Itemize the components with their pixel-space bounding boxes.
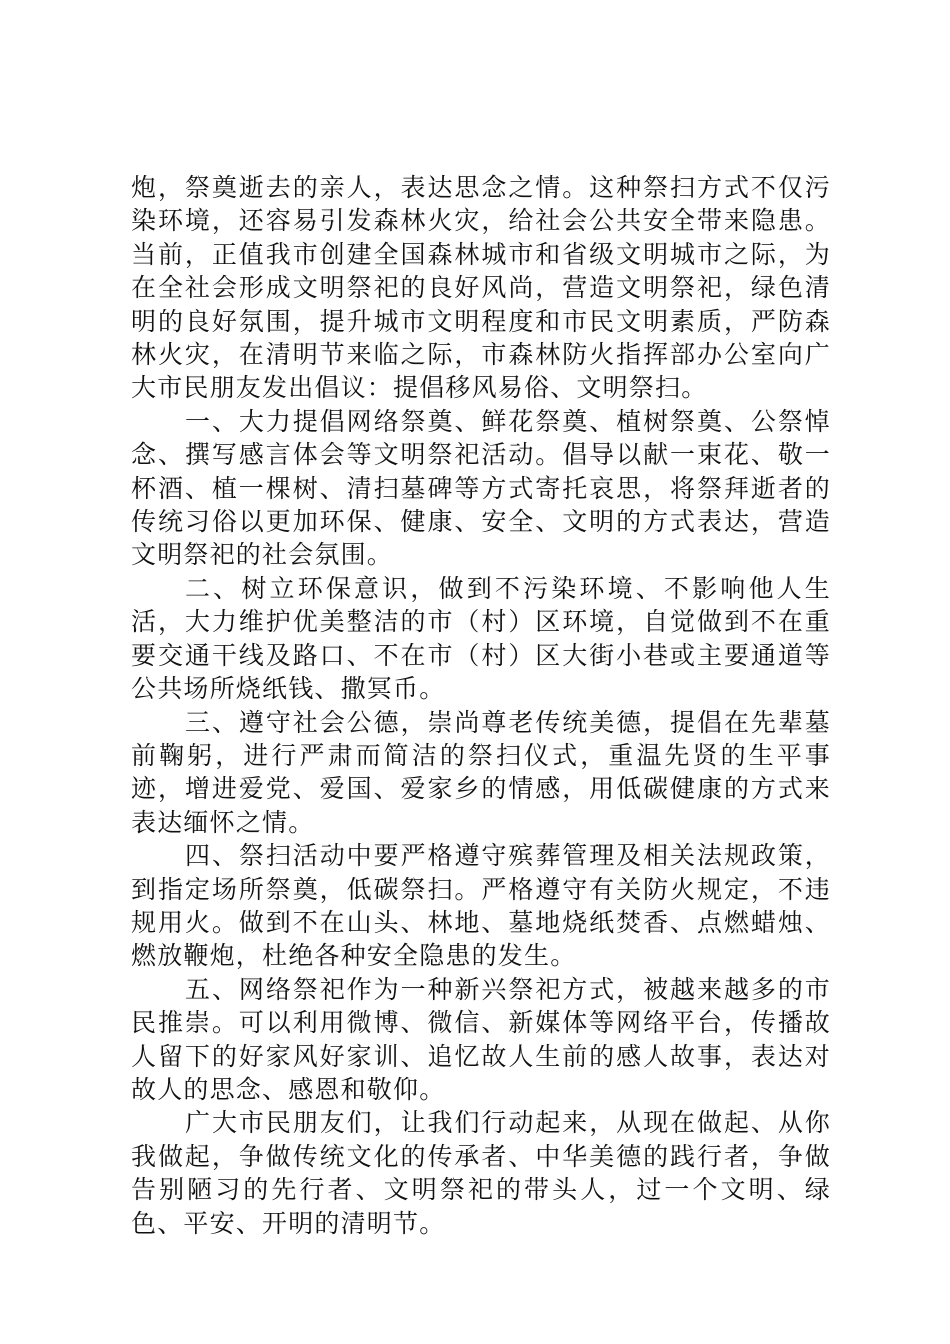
paragraph-item-5: 五、网络祭祀作为一种新兴祭祀方式，被越来越多的市民推崇。可以利用微博、微信、新媒体等网络平台，传播故人留下的好家风好家训、追忆故人生前的感人故事，表达对故人的思念、感恩和敬仰。 (131, 974, 831, 1104)
paragraph-item-2: 二、树立环保意识，做到不污染环境、不影响他人生活，大力维护优美整洁的市（村）区环境，自觉做到不在重要交通干线及路口、不在市（村）区大街小巷或主要通道等公共场所烧纸钱、撒冥币。 (131, 573, 831, 704)
paragraph-item-4: 四、祭扫活动中要严格遵守殡葬管理及相关法规政策，到指定场所祭奠，低碳祭扫。严格遵守有关防火规定，不违规用火。做到不在山头、林地、墓地烧纸焚香、点燃蜡烛、燃放鞭炮，杜绝各种安全隐患的发生。 (131, 841, 831, 971)
paragraph-item-3: 三、遵守社会公德，崇尚尊老传统美德，提倡在先辈墓前鞠躬，进行严肃而简洁的祭扫仪式，重温先贤的生平事迹，增进爱党、爱国、爱家乡的情感，用低碳健康的方式来表达缅怀之情。 (131, 707, 831, 837)
paragraph-closing: 广大市民朋友们，让我们行动起来，从现在做起、从你我做起，争做传统文化的传承者、中华美德的践行者，争做告别陋习的先行者、文明祭祀的带头人，过一个文明、绿色、平安、开明的清明节。 (131, 1108, 831, 1238)
paragraph-item-1: 一、大力提倡网络祭奠、鲜花祭奠、植树祭奠、公祭悼念、撰写感言体会等文明祭祀活动。倡导以献一束花、敬一杯酒、植一棵树、清扫墓碑等方式寄托哀思，将祭拜逝者的传统习俗以更加环保、健康、安全、文明的方式表达，营造文明祭祀的社会氛围。 (131, 406, 831, 570)
paragraph-continued: 炮，祭奠逝去的亲人，表达思念之情。这种祭扫方式不仅污染环境，还容易引发森林火灾，给社会公共安全带来隐患。当前，正值我市创建全国森林城市和省级文明城市之际，为在全社会形成文明祭祀的良好风尚，营造文明祭祀，绿色清明的良好氛围，提升城市文明程度和市民文明素质，严防森林火灾，在清明节来临之际，市森林防火指挥部办公室向广大市民朋友发出倡议：提倡移风易俗、文明祭扫。 (131, 173, 831, 403)
document-body (131, 171, 831, 1240)
